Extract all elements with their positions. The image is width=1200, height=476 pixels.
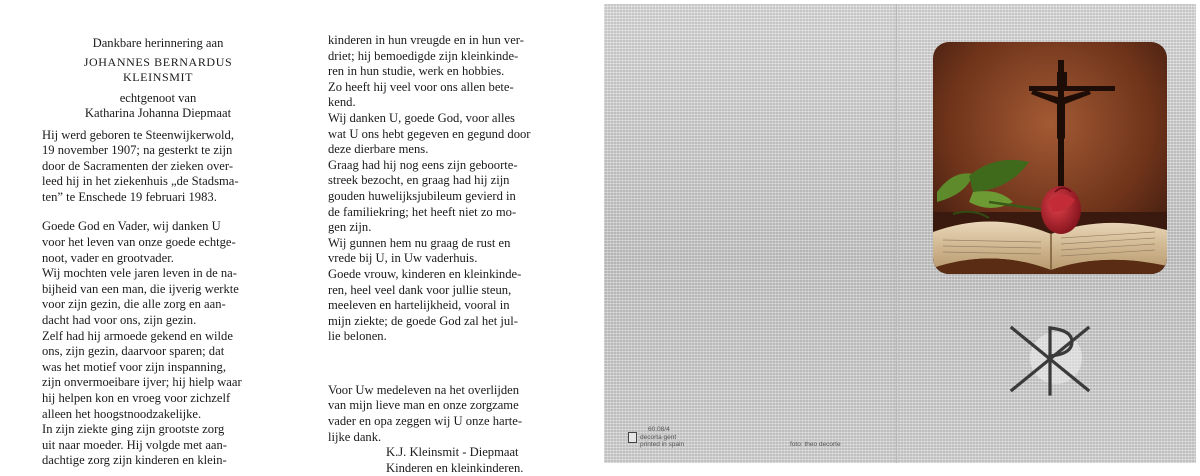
text-line: gen zijn.: [328, 220, 372, 235]
text-line: Wij gunnen hem nu graag de rust en: [328, 235, 511, 250]
text-line: 19 november 1907; na gesterkt te zijn: [42, 143, 233, 158]
text-line: Wij danken U, goede God, voor alles: [328, 110, 515, 125]
birth-death-paragraph: [42, 128, 276, 206]
text-line: Zelf had hij armoede gekend en wilde: [42, 328, 233, 343]
signature-family: Kinderen en kleinkinderen.: [386, 460, 524, 475]
text-line: alleen het hoogstnoodzakelijke.: [42, 406, 202, 421]
printer-logo-icon: [628, 432, 637, 443]
text-line: zijn onvermoeibare ijver; hij hielp waar: [42, 375, 242, 390]
deceased-name-line-1: JOHANNES BERNARDUS: [83, 54, 233, 69]
thanks-paragraph: [328, 383, 562, 445]
text-line: dacht had voor ons, zijn gezin.: [42, 313, 197, 328]
text-line: ren, heel veel dank voor jullie steun,: [328, 282, 512, 297]
text-line: hij helpen kon en vroeg voor zichzelf: [42, 391, 231, 405]
text-line: bijheid van een man, die ijverig werkte: [42, 281, 239, 296]
text-line: door de Sacramenten der zieken over-: [42, 158, 234, 173]
text-line: meeleven en hartelijkheid, vooral in: [328, 298, 510, 313]
signature-name: K.J. Kleinsmit - Diepmaat: [386, 445, 519, 460]
print-code-number: 60.08/4: [648, 426, 670, 433]
left-text-panel: [0, 0, 300, 467]
text-line: wat U ons hebt gegeven en gegund door: [328, 126, 531, 141]
text-line: de familiekring; het heeft niet zo mo-: [328, 204, 517, 219]
spouse-label: echtgenoot van: [119, 90, 197, 105]
text-line: ten” te Enschede 19 februari 1983.: [42, 189, 217, 204]
text-line: was het motief voor zijn inspanning,: [42, 359, 226, 374]
signature-block: [386, 445, 602, 476]
text-line: Hij werd geboren te Steenwijkerwold,: [42, 127, 234, 142]
text-line: Wij mochten vele jaren leven in de na-: [42, 266, 237, 281]
text-line: Goede vrouw, kinderen en kleinkinde-: [328, 266, 522, 281]
printer-text: [640, 426, 684, 449]
text-line: streek bezocht, en graag had hij zijn: [328, 173, 510, 188]
text-line: vader en opa zeggen wij U onze harte-: [328, 414, 523, 429]
text-line: ons, zijn gezin, daarvoor sparen; dat: [42, 344, 225, 359]
text-line: voor het leven van onze goede echtge-: [42, 235, 236, 250]
text-line: kinderen in hun vreugde en in hun ver-: [328, 33, 524, 47]
text-line: driet; hij bemoedigde zijn kleinkinde-: [328, 48, 519, 63]
back-cover-panel: [604, 4, 897, 463]
chi-rho-icon: [1000, 322, 1100, 398]
text-line: lie belonen.: [328, 329, 387, 344]
crucifix-rose-bible-photo: [933, 42, 1167, 274]
text-line: uit naar moeder. Hij volgde met aan-: [42, 437, 227, 452]
text-line: noot, vader en grootvader.: [42, 250, 174, 265]
text-line: vrede bij U, in Uw vaderhuis.: [328, 251, 478, 266]
text-line: ren in hun studie, werk en hobbies.: [328, 64, 505, 79]
text-line: kend.: [328, 95, 356, 110]
text-line: leed hij in het ziekenhuis „de Stadsma-: [42, 174, 239, 189]
text-line: mijn ziekte; de goede God zal het jul-: [328, 313, 518, 328]
continued-prayer-paragraph: [328, 33, 562, 345]
text-line: dachtige zorg zijn kinderen en klein-: [42, 453, 227, 468]
text-line: Zo heeft hij veel voor ons allen bete-: [328, 79, 514, 94]
dedication-line: Dankbare herinnering aan: [92, 36, 224, 50]
middle-text-panel: [300, 0, 602, 475]
spouse-name: Katharina Johanna Diepmaat: [84, 106, 232, 120]
text-line: gouden huwelijksjubileum gevierd in: [328, 188, 516, 203]
printed-in: printed in spain: [640, 441, 685, 448]
text-line: Goede God en Vader, wij danken U: [42, 219, 221, 234]
printer-name: decorta gent: [640, 433, 677, 441]
rose-icon: [1041, 186, 1081, 234]
text-line: In zijn ziekte ging zijn grootste zorg: [42, 422, 225, 437]
memorial-heading: [42, 36, 274, 122]
deceased-name-line-2: KLEINSMIT: [122, 69, 194, 84]
prayer-paragraph: [42, 219, 276, 469]
text-line: lijke dank.: [328, 429, 382, 444]
text-line: van mijn lieve man en onze zorgzame: [328, 398, 519, 413]
text-line: voor zijn gezin, die alle zorg en aan-: [42, 297, 226, 312]
front-cover-panel: [897, 4, 1196, 463]
text-line: deze dierbare mens.: [328, 142, 429, 157]
photo-credit: foto: theo decorte: [790, 441, 841, 448]
text-line: Voor Uw medeleven na het overlijden: [328, 382, 520, 397]
text-line: Graag had hij nog eens zijn geboorte-: [328, 157, 518, 172]
